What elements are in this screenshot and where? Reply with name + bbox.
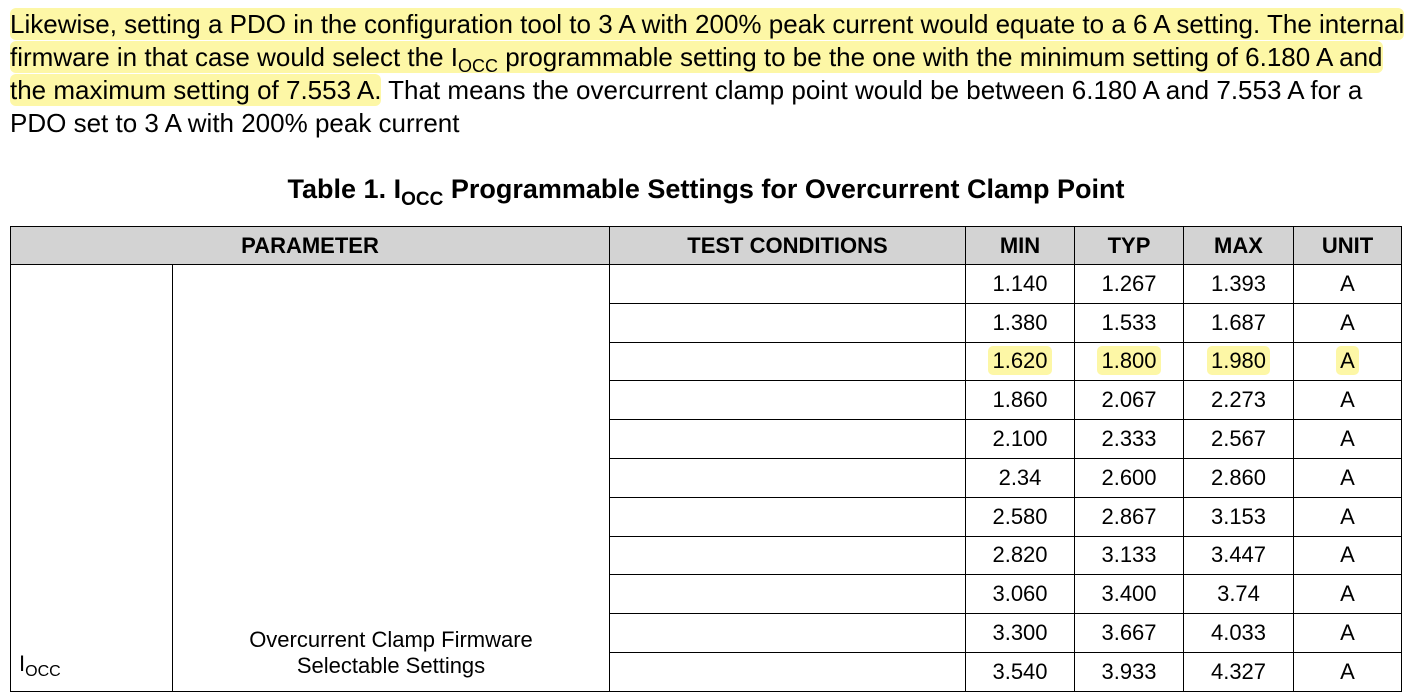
symbol-main: I [19,650,26,676]
max-value: 1.393 [1210,270,1267,296]
table-header-row [11,227,1402,265]
max-value: 2.860 [1210,464,1267,490]
typ-cell [1075,614,1184,653]
min-cell [966,652,1075,691]
typ-value: 1.267 [1101,270,1157,296]
unit-value: A [1340,581,1355,607]
test-conditions-cell [610,381,966,420]
test-conditions-cell [610,536,966,575]
min-cell [966,381,1075,420]
unit-value: A [1340,270,1355,296]
max-cell [1184,381,1294,420]
typ-value: 3.667 [1101,620,1157,646]
max-cell [1184,652,1294,691]
table-row [11,265,1402,304]
caption-prefix: Table 1. I [287,174,402,204]
body-paragraph [10,8,1405,140]
max-cell [1184,420,1294,459]
unit-value: A [1340,464,1355,490]
max-cell [1184,265,1294,304]
typ-cell [1075,265,1184,304]
max-value: 2.273 [1210,387,1267,413]
unit-cell [1294,614,1402,653]
min-value: 2.820 [992,542,1048,568]
max-value: 1.687 [1210,309,1267,335]
header-max: MAX [1184,227,1294,265]
max-value: 3.74 [1217,581,1260,607]
min-value: 2.100 [992,426,1048,452]
typ-value: 1.533 [1101,309,1157,335]
unit-cell [1294,458,1402,497]
header-parameter: PARAMETER [11,227,610,265]
header-unit: UNIT [1294,227,1402,265]
paragraph-subscript: OCC [457,56,498,76]
unit-cell [1294,381,1402,420]
caption-subscript: OCC [401,189,444,210]
unit-value: A [1340,542,1355,568]
min-value: 1.140 [992,270,1048,296]
max-value: 4.327 [1210,658,1267,684]
min-cell [966,420,1075,459]
min-value: 3.540 [992,658,1048,684]
typ-value: 2.333 [1101,426,1157,452]
max-value: 3.153 [1210,503,1267,529]
max-cell [1184,536,1294,575]
unit-cell [1294,303,1402,342]
min-cell [966,497,1075,536]
symbol-subscript: OCC [25,662,61,680]
min-value: 3.300 [992,620,1048,646]
typ-value: 1.800 [1097,346,1160,375]
min-value: 3.060 [992,581,1048,607]
unit-value: A [1340,387,1355,413]
header-typ: TYP [1075,227,1184,265]
table-body [11,265,1402,692]
settings-table [10,226,1402,692]
max-cell [1184,342,1294,381]
typ-value: 3.133 [1101,542,1157,568]
typ-value: 2.067 [1101,387,1157,413]
typ-cell [1075,420,1184,459]
unit-value: A [1340,620,1355,646]
max-value: 3.447 [1210,542,1267,568]
typ-value: 3.400 [1101,581,1157,607]
typ-cell [1075,575,1184,614]
test-conditions-cell [610,575,966,614]
test-conditions-cell [610,458,966,497]
max-cell [1184,497,1294,536]
max-value: 4.033 [1210,620,1267,646]
test-conditions-cell [610,342,966,381]
min-cell [966,458,1075,497]
unit-value: A [1340,309,1355,335]
header-min: MIN [966,227,1075,265]
unit-cell [1294,575,1402,614]
paragraph-highlighted-part2: programmable setting to be the one with the minimum setting of 6.180 A and the maximum setting of 7.553 A. [10,42,1383,105]
typ-cell [1075,303,1184,342]
typ-cell [1075,652,1184,691]
unit-value: A [1340,426,1355,452]
min-value: 2.34 [998,464,1042,490]
caption-suffix: Programmable Settings for Overcurrent Clamp Point [443,174,1125,204]
max-cell [1184,303,1294,342]
typ-cell [1075,342,1184,381]
max-cell [1184,614,1294,653]
max-value: 1.980 [1207,346,1270,375]
min-cell [966,303,1075,342]
unit-value: A [1340,658,1355,684]
test-conditions-cell [610,497,966,536]
unit-value: A [1336,346,1359,375]
unit-cell [1294,420,1402,459]
min-value: 1.860 [992,387,1048,413]
paragraph-plain-part: That means the overcurrent clamp point would be between 6.180 A and 7.553 A for a PDO set to 3 A with 200% peak current [10,75,1363,138]
unit-cell [1294,342,1402,381]
paragraph-highlighted-part1: Likewise, setting a PDO in the configuration tool to 3 A with 200% peak current would equate to a 6 A setting. The internal firmware in that case would select the I [10,9,1405,72]
test-conditions-cell [610,652,966,691]
typ-value: 2.867 [1101,503,1157,529]
min-cell [966,614,1075,653]
min-value: 1.380 [992,309,1048,335]
test-conditions-cell [610,303,966,342]
typ-value: 2.600 [1101,464,1157,490]
min-cell [966,536,1075,575]
parameter-symbol [11,265,173,692]
max-value: 2.567 [1210,426,1267,452]
unit-cell [1294,536,1402,575]
unit-cell [1294,265,1402,304]
min-value: 2.580 [992,503,1048,529]
typ-value: 3.933 [1101,658,1157,684]
min-value: 1.620 [988,346,1051,375]
unit-cell [1294,497,1402,536]
typ-cell [1075,458,1184,497]
min-cell [966,342,1075,381]
table-caption [0,171,1412,210]
test-conditions-cell [610,265,966,304]
test-conditions-cell [610,420,966,459]
header-test-conditions: TEST CONDITIONS [610,227,966,265]
unit-value: A [1340,503,1355,529]
typ-cell [1075,536,1184,575]
typ-cell [1075,497,1184,536]
min-cell [966,575,1075,614]
typ-cell [1075,381,1184,420]
min-cell [966,265,1075,304]
max-cell [1184,575,1294,614]
parameter-description [173,265,610,692]
max-cell [1184,458,1294,497]
unit-cell [1294,652,1402,691]
test-conditions-cell [610,614,966,653]
description-line-2: Selectable Settings [296,652,486,678]
description-line-1: Overcurrent Clamp Firmware [249,626,533,652]
